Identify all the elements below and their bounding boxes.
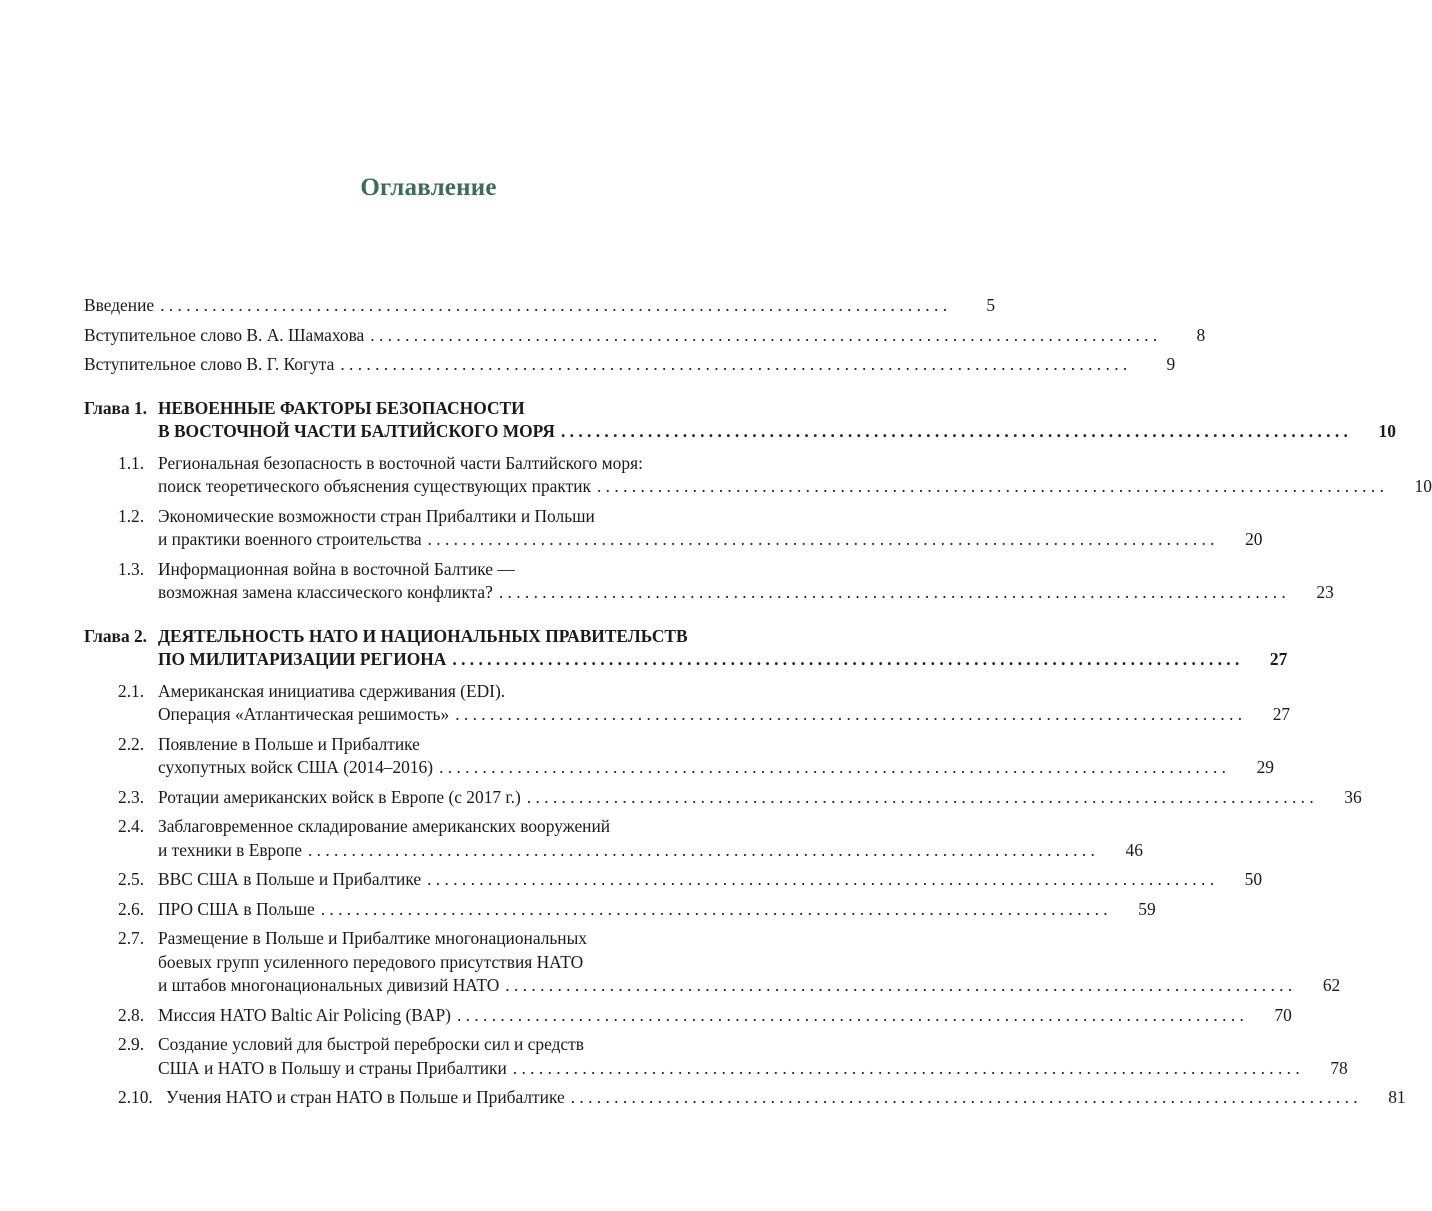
dot-leader [160,294,947,318]
section-title-line: Размещение в Польше и Прибалтике многонациональных [158,928,587,948]
toc-entry-foreword-kogut[interactable] [84,353,1176,377]
dot-leader [439,756,1226,780]
section-title-line: США и НАТО в Польшу и страны Прибалтики [158,1057,507,1078]
section-number: 2.10. [118,1087,153,1107]
section-title-line: Информационная война в восточной Балтике — [158,558,515,579]
section-number: 2.5. [118,869,145,889]
section-number: 2.8. [118,1004,145,1025]
chapter-title-line: В ВОСТОЧНОЙ ЧАСТИ БАЛТИЙСКОГО МОРЯ [158,421,555,441]
section-title-line: и практики военного строительства [158,529,422,549]
toc-page-number: 10 [1378,421,1396,441]
toc-page-number: 23 [1316,582,1334,602]
section-title-line: Региональная безопасность в восточной части Балтийского моря: [158,452,643,473]
section-title-line: Американская инициатива сдерживания (EDI). [158,680,506,701]
section-number: 2.2. [118,733,145,754]
chapter-prefix: Глава 2. [84,625,148,646]
toc-section-2-8[interactable] [84,1004,1292,1028]
section-number: 2.7. [118,928,145,948]
dot-leader [571,1086,1358,1110]
dot-leader [513,1057,1300,1081]
dot-leader [505,974,1292,998]
toc-chapter-2[interactable] [84,625,1288,672]
toc-section-1-1[interactable] [84,452,1432,499]
toc-page-number: 46 [1125,839,1143,860]
table-of-contents [84,294,1432,1116]
toc-page-number: 36 [1344,786,1362,807]
toc-page-number: 10 [1414,476,1432,496]
page-title: Оглавление [360,174,497,201]
dot-leader [455,703,1242,727]
toc-chapter-1[interactable] [84,397,1396,444]
section-number: 2.6. [118,898,145,919]
section-title-line: Появление в Польше и Прибалтике [158,733,420,754]
toc-entry-foreword-shamakhov[interactable] [84,324,1206,348]
toc-section-2-9[interactable] [84,1033,1348,1080]
toc-section-2-3[interactable] [84,786,1362,810]
toc-section-2-2[interactable] [84,733,1274,780]
section-number: 2.4. [118,816,145,836]
toc-page-number: 20 [1245,529,1263,549]
toc-entry-label: Введение [84,295,155,315]
section-number: 2.3. [118,786,145,807]
toc-section-2-5[interactable] [84,868,1263,892]
section-title-line: сухопутных войск США (2014–2016) [158,757,434,777]
section-title-line: и штабов многонациональных дивизий НАТО [158,975,500,995]
section-number: 1.3. [118,558,145,579]
dot-leader [428,528,1215,552]
section-title-line: Ротации американских войск в Европе (с 2017 г.) [158,786,521,807]
dot-leader [561,420,1348,444]
toc-page-number: 70 [1274,1004,1292,1025]
section-title-line: Миссия НАТО Baltic Air Policing (BAP) [158,1004,451,1025]
toc-section-2-4[interactable] [84,815,1143,862]
section-title-line: Экономические возможности стран Прибалтики и Польши [158,505,595,526]
section-title-line: Создание условий для быстрой переброски сил и средств [158,1034,584,1054]
section-number: 2.9. [118,1034,145,1054]
section-title-line: ВВС США в Польше и Прибалтике [158,869,422,889]
dot-leader [308,839,1095,863]
toc-page-number: 27 [1272,704,1291,724]
toc-page-number: 27 [1269,649,1288,669]
section-title-line: поиск теоретического объяснения существующих практик [158,476,591,496]
dot-leader [370,324,1157,348]
toc-section-1-3[interactable] [84,558,1334,605]
toc-section-2-10[interactable] [84,1086,1406,1110]
section-title-line: Операция «Атлантическая решимость» [158,704,450,724]
toc-section-2-6[interactable] [84,898,1156,922]
toc-page-number: 5 [986,295,996,315]
section-number: 1.1. [118,452,145,473]
toc-page-number: 8 [1196,324,1206,345]
section-title-line: Заблаговременное складирование американских вооружений [158,816,611,836]
toc-page-number: 62 [1322,975,1341,995]
toc-entry-intro[interactable] [84,294,996,318]
dot-leader [427,868,1214,892]
dot-leader [321,898,1108,922]
chapter-prefix: Глава 1. [84,397,148,418]
section-number: 1.2. [118,505,145,526]
toc-page-number: 81 [1388,1087,1406,1107]
section-title-line: и техники в Европе [158,839,302,860]
toc-page-number: 29 [1256,757,1274,777]
section-title-line: Учения НАТО и стран НАТО в Польше и Прибалтике [166,1087,565,1107]
chapter-title-line: ДЕЯТЕЛЬНОСТЬ НАТО И НАЦИОНАЛЬНЫХ ПРАВИТЕЛЬСТВ [158,625,688,646]
dot-leader [340,353,1127,377]
dot-leader [597,475,1384,499]
chapter-title-line: НЕВОЕННЫЕ ФАКТОРЫ БЕЗОПАСНОСТИ [158,397,525,418]
toc-page-number: 59 [1138,898,1156,919]
dot-leader [457,1004,1244,1028]
toc-entry-label: Вступительное слово В. А. Шамахова [84,324,365,345]
toc-section-1-2[interactable] [84,505,1263,552]
toc-page-number: 78 [1330,1057,1348,1078]
section-title-line: возможная замена классического конфликта? [158,582,493,602]
chapter-title-line: ПО МИЛИТАРИЗАЦИИ РЕГИОНА [158,649,447,669]
section-title-line: ПРО США в Польше [158,898,315,919]
dot-leader [499,581,1286,605]
dot-leader [527,786,1314,810]
dot-leader [452,648,1239,672]
section-number: 2.1. [118,680,145,701]
toc-section-2-7[interactable] [84,927,1341,998]
toc-page-number: 50 [1244,869,1263,889]
toc-entry-label: Вступительное слово В. Г. Когута [84,354,335,374]
section-title-line: боевых групп усиленного передового присутствия НАТО [158,951,584,972]
toc-section-2-1[interactable] [84,680,1291,727]
toc-page-number: 9 [1166,354,1176,374]
